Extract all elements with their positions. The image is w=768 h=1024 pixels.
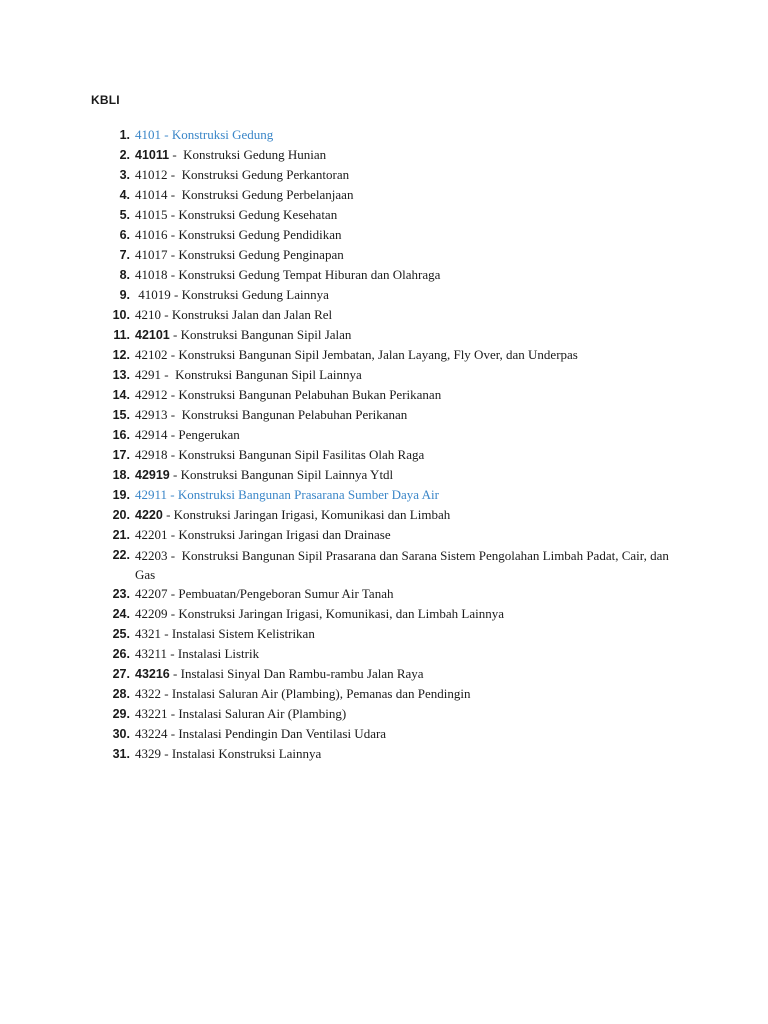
item-separator: - — [161, 367, 176, 382]
item-description: Konstruksi Bangunan Sipil Lainnya Ytdl — [180, 467, 394, 482]
kbli-item — [0, 145, 768, 165]
item-code: 41019 — [135, 287, 171, 302]
doc-heading: KBLI — [91, 93, 120, 107]
item-separator: - — [167, 646, 178, 661]
item-number: 3. — [119, 168, 130, 182]
item-code: 43224 — [135, 726, 168, 741]
item-separator: - — [167, 726, 179, 741]
kbli-item — [0, 185, 768, 205]
item-description: Konstruksi Bangunan Sipil Jalan — [180, 327, 352, 342]
kbli-item — [0, 744, 768, 764]
item-description: Konstruksi Jalan dan Jalan Rel — [171, 307, 333, 322]
item-separator: - — [167, 407, 182, 422]
item-description: Instalasi Konstruksi Lainnya — [171, 746, 322, 761]
item-separator: - — [169, 666, 181, 681]
item-separator: - — [170, 287, 182, 302]
item-separator: - — [167, 487, 178, 502]
item-number: 7. — [119, 248, 130, 262]
item-description: Konstruksi Jaringan Irigasi dan Drainase — [178, 527, 391, 542]
kbli-item — [0, 305, 768, 325]
item-code: 4329 — [135, 746, 161, 761]
item-separator: - — [161, 686, 172, 701]
item-number: 30. — [112, 727, 130, 741]
kbli-item — [0, 584, 768, 604]
kbli-item — [0, 465, 768, 485]
item-description: Instalasi Sinyal Dan Rambu-rambu Jalan Raya — [180, 666, 424, 681]
item-description: Instalasi Saluran Air (Plambing), Pemanas dan Pendingin — [171, 686, 471, 701]
item-number: 6. — [119, 228, 130, 242]
item-number: 1. — [119, 128, 130, 142]
item-separator: - — [167, 548, 182, 563]
item-description: Konstruksi Gedung Tempat Hiburan dan Olahraga — [178, 267, 441, 282]
item-description: Konstruksi Bangunan Pelabuhan Bukan Perikanan — [178, 387, 442, 402]
item-separator: - — [161, 307, 172, 322]
kbli-item — [0, 604, 768, 624]
item-separator: - — [167, 706, 179, 721]
item-separator: - — [167, 606, 179, 621]
item-number: 28. — [112, 687, 130, 701]
item-code: 42914 — [135, 427, 168, 442]
item-separator: - — [167, 247, 179, 262]
kbli-item — [0, 545, 768, 584]
item-number: 16. — [112, 428, 130, 442]
item-description[interactable]: Konstruksi Gedung — [171, 127, 274, 142]
item-separator: - — [162, 507, 174, 522]
item-separator: - — [169, 467, 181, 482]
item-number: 9. — [119, 288, 130, 302]
item-separator: - — [167, 187, 182, 202]
kbli-item — [0, 664, 768, 684]
item-number: 25. — [112, 627, 130, 641]
item-code: 43221 — [135, 706, 168, 721]
item-description: Konstruksi Jaringan Irigasi, Komunikasi, dan Limbah Lainnya — [178, 606, 505, 621]
item-description[interactable]: Konstruksi Bangunan Prasarana Sumber Daya Air — [177, 487, 439, 502]
item-number: 12. — [112, 348, 130, 362]
kbli-item — [0, 325, 768, 345]
kbli-item — [0, 285, 768, 305]
item-code: 42919 — [135, 468, 170, 482]
item-separator: - — [167, 207, 179, 222]
item-number: 19. — [112, 488, 130, 502]
item-description: Konstruksi Gedung Penginapan — [178, 247, 344, 262]
item-number: 2. — [119, 148, 130, 162]
item-separator: - — [169, 147, 184, 162]
kbli-item — [0, 385, 768, 405]
item-code: 42201 — [135, 527, 168, 542]
item-code: 42207 — [135, 586, 168, 601]
item-separator: - — [161, 626, 172, 641]
item-separator: - — [167, 427, 179, 442]
item-code: 4321 — [135, 626, 161, 641]
item-code: 42102 — [135, 347, 168, 362]
item-description: Konstruksi Bangunan Sipil Jembatan, Jalan Layang, Fly Over, dan Underpas — [178, 347, 578, 362]
item-description: Konstruksi Gedung Hunian — [183, 147, 327, 162]
kbli-item — [0, 265, 768, 285]
item-number: 17. — [112, 448, 130, 462]
item-description: Pengerukan — [178, 427, 240, 442]
item-code: 4220 — [135, 508, 163, 522]
item-separator: - — [167, 227, 179, 242]
item-number: 14. — [112, 388, 130, 402]
kbli-item — [0, 644, 768, 664]
item-description: Konstruksi Gedung Perbelanjaan — [181, 187, 354, 202]
item-separator: - — [167, 527, 179, 542]
item-separator: - — [167, 347, 179, 362]
item-code: 41018 — [135, 267, 168, 282]
item-description: Konstruksi Bangunan Sipil Fasilitas Olah Raga — [178, 447, 425, 462]
item-number: 26. — [112, 647, 130, 661]
item-code: 42101 — [135, 328, 170, 342]
item-code: 42203 — [135, 548, 168, 563]
item-code: 41016 — [135, 227, 168, 242]
item-code: 4322 — [135, 686, 161, 701]
kbli-item — [0, 225, 768, 245]
item-separator: - — [161, 746, 172, 761]
item-code: 41015 — [135, 207, 168, 222]
kbli-item — [0, 624, 768, 644]
item-description: Konstruksi Bangunan Pelabuhan Perikanan — [181, 407, 408, 422]
item-number: 29. — [112, 707, 130, 721]
item-separator: - — [167, 387, 179, 402]
kbli-list — [0, 125, 768, 764]
item-separator: - — [167, 586, 179, 601]
item-number: 5. — [119, 208, 130, 222]
item-description: Instalasi Listrik — [177, 646, 260, 661]
item-description: Pembuatan/Pengeboran Sumur Air Tanah — [178, 586, 394, 601]
item-description: Instalasi Saluran Air (Plambing) — [178, 706, 347, 721]
item-description: Konstruksi Gedung Lainnya — [181, 287, 329, 302]
kbli-item-link[interactable] — [0, 125, 768, 145]
item-description: Konstruksi Jaringan Irigasi, Komunikasi dan Limbah — [173, 507, 451, 522]
item-number: 27. — [112, 667, 130, 681]
item-code: 42209 — [135, 606, 168, 621]
item-description: Konstruksi Gedung Pendidikan — [178, 227, 342, 242]
item-number: 13. — [112, 368, 130, 382]
item-code: 4291 — [135, 367, 161, 382]
item-description: Konstruksi Bangunan Sipil Prasarana dan Sarana Sistem Pengolahan Limbah Padat, Cair, dan Gas — [135, 548, 669, 582]
item-number: 10. — [112, 308, 130, 322]
kbli-item — [0, 684, 768, 704]
kbli-item — [0, 245, 768, 265]
kbli-item — [0, 445, 768, 465]
kbli-item — [0, 405, 768, 425]
item-code: 41012 — [135, 167, 168, 182]
item-number: 8. — [119, 268, 130, 282]
item-number: 20. — [112, 508, 130, 522]
item-code: 43216 — [135, 667, 170, 681]
kbli-item — [0, 425, 768, 445]
kbli-item — [0, 704, 768, 724]
item-code: 41011 — [135, 148, 170, 162]
item-description: Instalasi Sistem Kelistrikan — [171, 626, 315, 641]
kbli-item — [0, 724, 768, 744]
item-number: 22. — [112, 548, 130, 562]
item-description: Konstruksi Gedung Kesehatan — [178, 207, 338, 222]
item-number: 24. — [112, 607, 130, 621]
item-number: 4. — [119, 188, 130, 202]
kbli-item — [0, 365, 768, 385]
kbli-item-link[interactable] — [0, 485, 768, 505]
kbli-item — [0, 505, 768, 525]
item-code: 41017 — [135, 247, 168, 262]
item-description: Instalasi Pendingin Dan Ventilasi Udara — [178, 726, 387, 741]
item-number: 15. — [112, 408, 130, 422]
kbli-item — [0, 165, 768, 185]
kbli-item — [0, 205, 768, 225]
item-description: Konstruksi Bangunan Sipil Lainnya — [175, 367, 362, 382]
item-number: 23. — [112, 587, 130, 601]
item-code: 42912 — [135, 387, 168, 402]
item-separator: - — [161, 127, 172, 142]
item-code: 42918 — [135, 447, 168, 462]
item-number: 31. — [112, 747, 130, 761]
item-code[interactable]: 42911 — [135, 487, 168, 502]
item-separator: - — [169, 327, 181, 342]
item-code: 41014 — [135, 187, 168, 202]
item-separator: - — [167, 267, 179, 282]
item-separator: - — [167, 167, 182, 182]
kbli-item — [0, 345, 768, 365]
item-code: 43211 — [135, 646, 168, 661]
item-code[interactable]: 4101 — [135, 127, 161, 142]
item-number: 11. — [113, 328, 130, 342]
item-number: 21. — [112, 528, 130, 542]
item-number: 18. — [112, 468, 130, 482]
item-code: 42913 — [135, 407, 168, 422]
item-description: Konstruksi Gedung Perkantoran — [181, 167, 350, 182]
item-code: 4210 — [135, 307, 161, 322]
item-separator: - — [167, 447, 179, 462]
kbli-item — [0, 525, 768, 545]
